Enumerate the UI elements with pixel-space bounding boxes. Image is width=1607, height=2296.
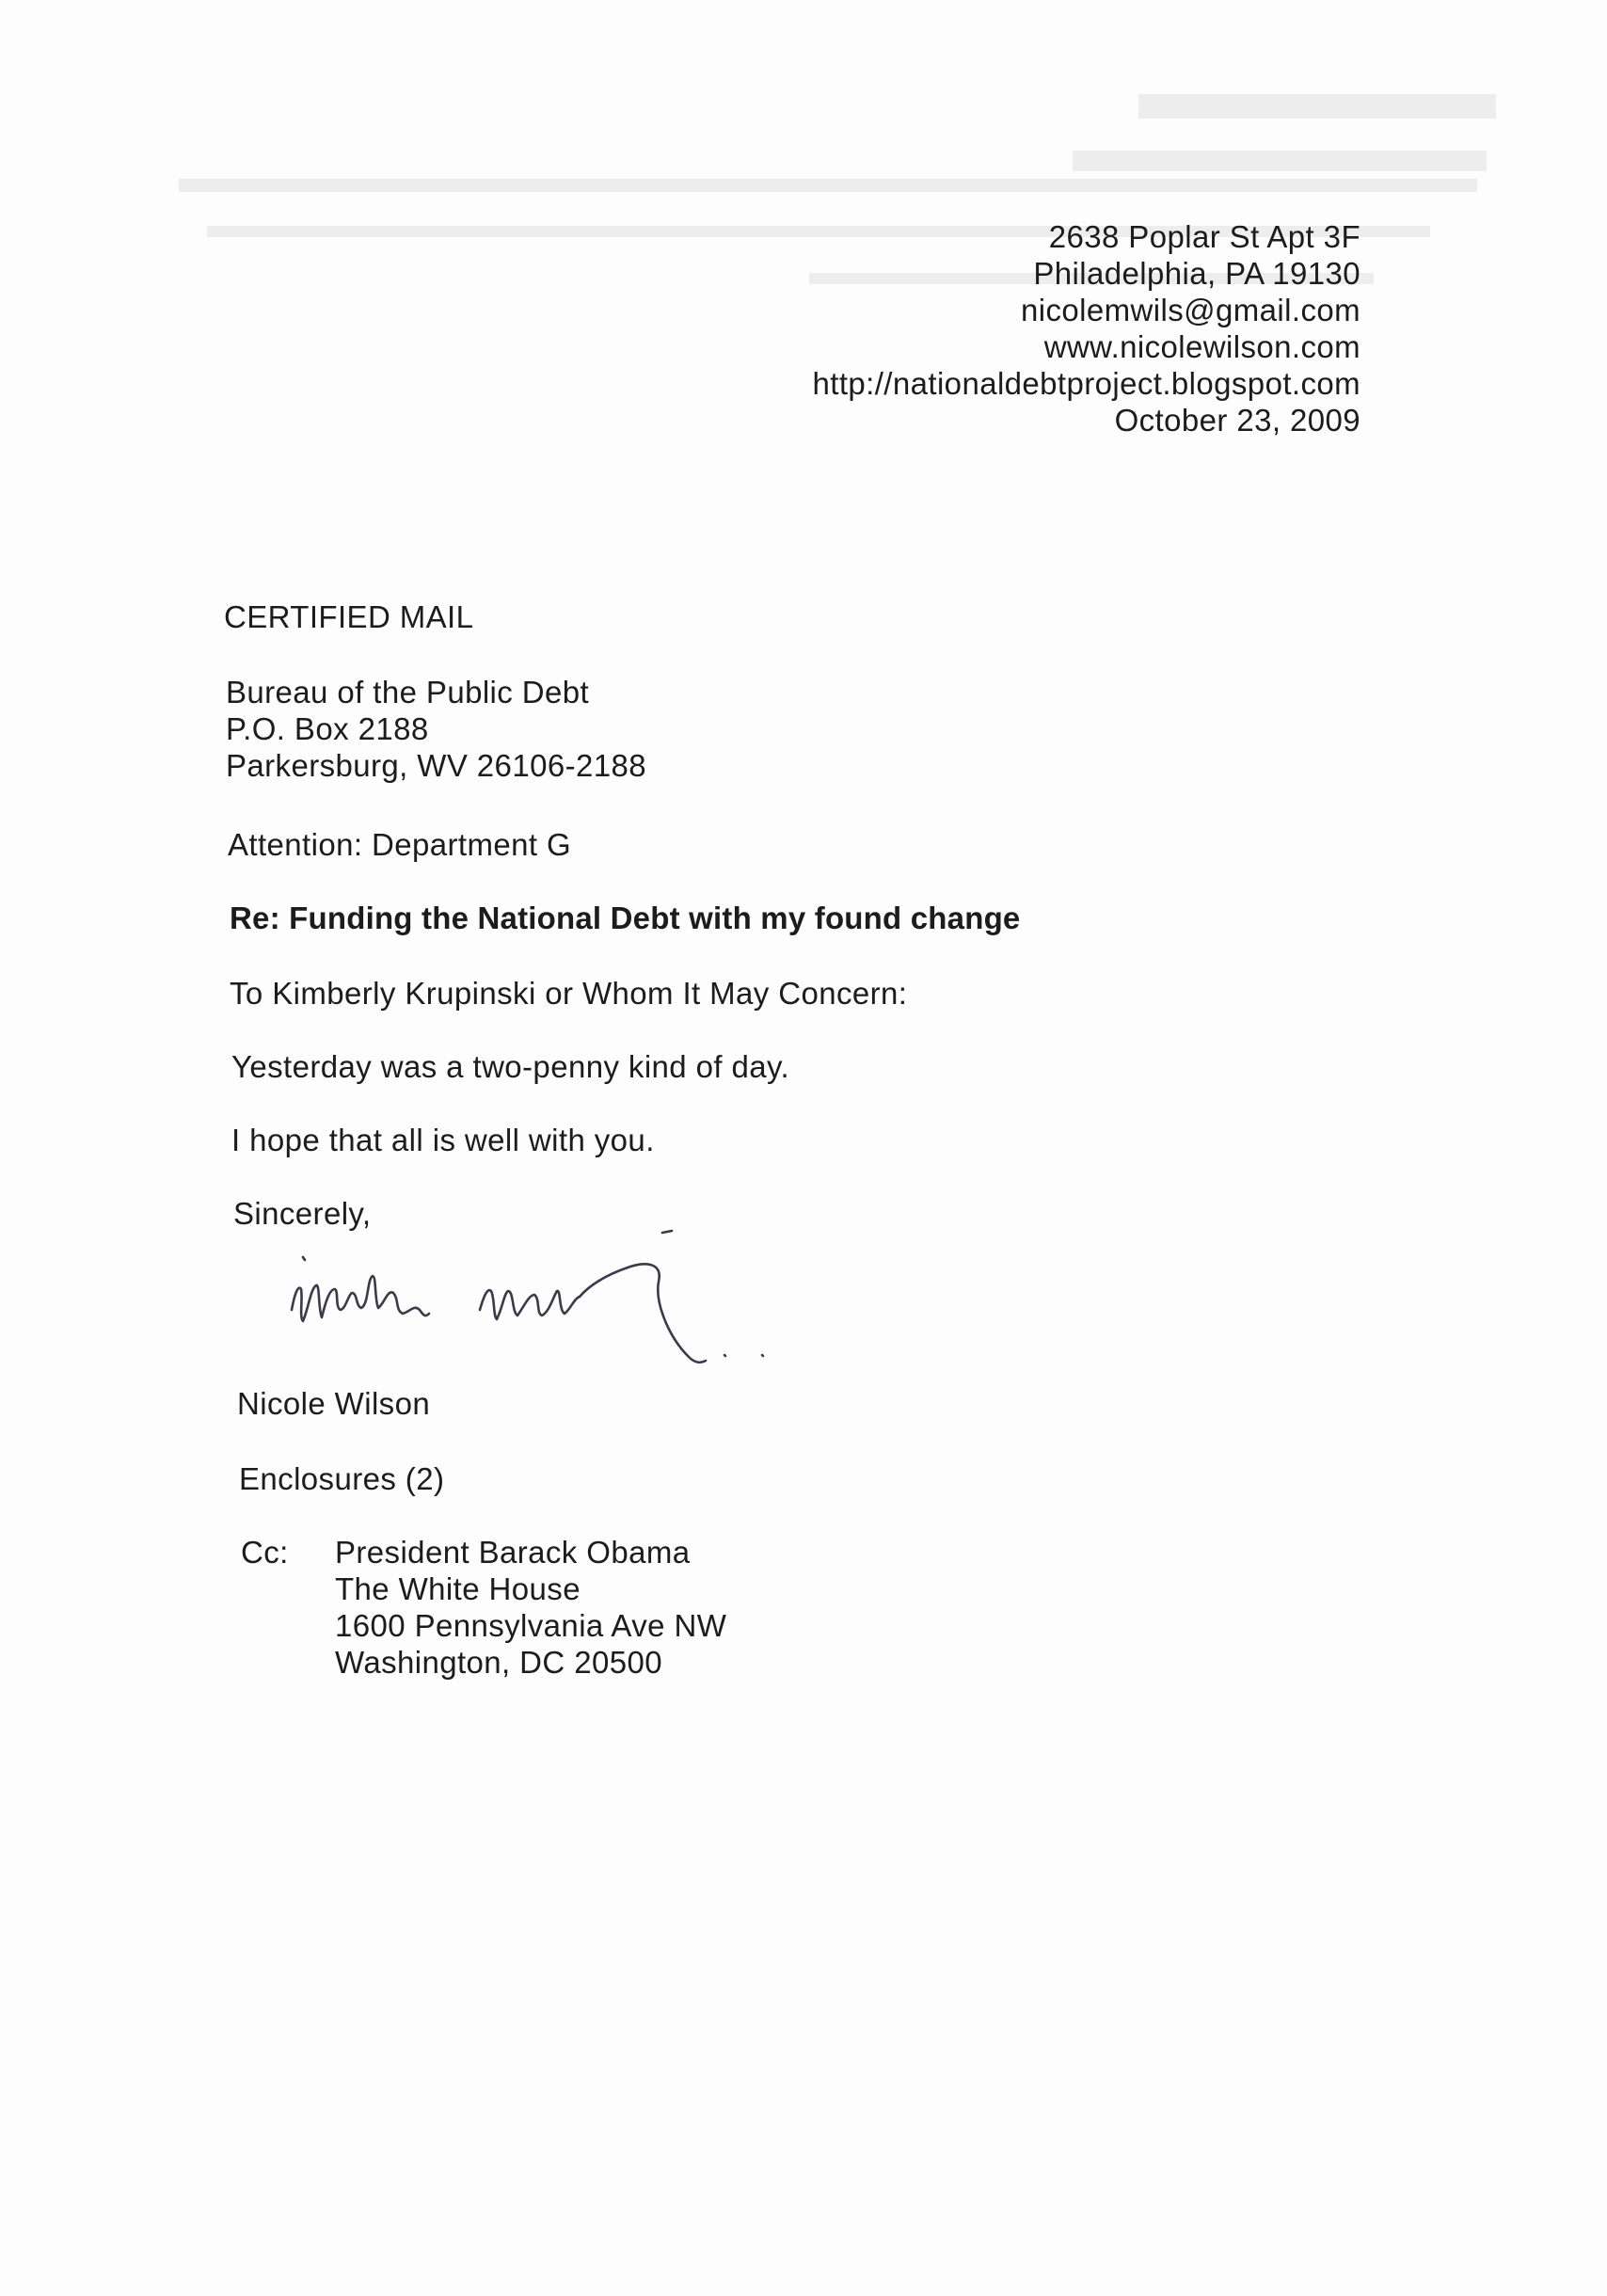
attention-line: Attention: Department G [228,827,572,862]
sender-address-block [813,218,1360,438]
sender-blog: http://nationaldebtproject.blogspot.com [812,366,1360,401]
recipient-po-box: P.O. Box 2188 [226,711,429,746]
body-paragraph: I hope that all is well with you. [231,1123,655,1157]
cc-recipient-name: President Barack Obama [335,1535,691,1570]
certified-mail-label: CERTIFIED MAIL [224,599,474,634]
recipient-address-block [226,674,646,784]
cc-label: Cc: [241,1535,289,1570]
cc-recipient-street: 1600 Pennsylvania Ave NW [335,1608,727,1643]
handwritten-signature [282,1223,809,1374]
body-paragraph: Yesterday was a two-penny kind of day. [231,1049,790,1084]
salutation: To Kimberly Krupinski or Whom It May Concern: [230,976,908,1011]
sender-city: Philadelphia, PA 19130 [1033,256,1360,291]
recipient-organization: Bureau of the Public Debt [226,675,590,710]
closing: Sincerely, [233,1196,372,1231]
enclosures-line: Enclosures (2) [239,1461,445,1496]
cc-recipient-building: The White House [335,1571,581,1606]
sender-street: 2638 Poplar St Apt 3F [1048,219,1360,254]
sender-email: nicolemwils@gmail.com [1021,293,1360,327]
sender-website: www.nicolewilson.com [1043,329,1360,364]
subject-line: Re: Funding the National Debt with my found change [230,901,1021,935]
cc-recipient-city: Washington, DC 20500 [335,1645,662,1680]
letter-date: October 23, 2009 [1114,403,1360,438]
cc-address [335,1534,726,1681]
recipient-city: Parkersburg, WV 26106-2188 [226,748,646,783]
signer-name: Nicole Wilson [237,1386,431,1421]
